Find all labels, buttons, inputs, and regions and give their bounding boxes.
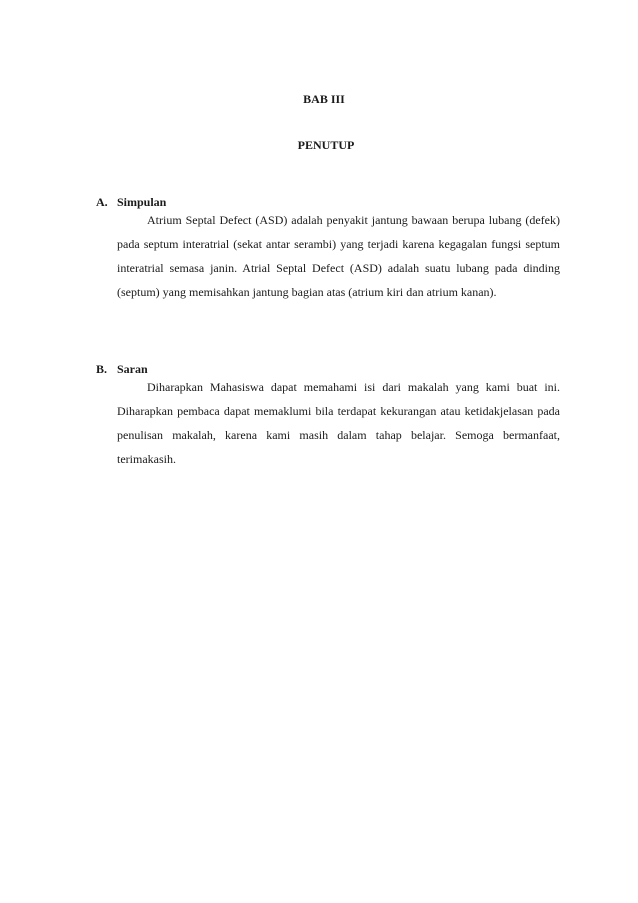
section-letter: A. <box>96 195 108 209</box>
section-title: Saran <box>117 362 148 376</box>
chapter-number: BAB III <box>303 92 345 106</box>
section-body-simpulan: Atrium Septal Defect (ASD) adalah penyakit jantung bawaan berupa lubang (defek) pada septum interatrial (sekat antar serambi) yang terjadi karena kegagalan fungsi septum interatrial semasa janin. Atrial Septal Defect (ASD) adalah suatu lubang pada dinding (septum) yang memisahkan jantung bagian atas (atrium kiri dan atrium kanan). <box>117 213 560 299</box>
section-title: Simpulan <box>117 195 167 209</box>
section-letter: B. <box>96 362 108 376</box>
chapter-title: PENUTUP <box>297 138 355 152</box>
section-body-saran: Diharapkan Mahasiswa dapat memahami isi dari makalah yang kami buat ini. Diharapkan pembaca dapat memaklumi bila terdapat kekurangan atau ketidakjelasan pada penulisan makalah, karena kami masih dalam tahap belajar. Semoga bermanfaat, terimakasih. <box>117 380 560 466</box>
